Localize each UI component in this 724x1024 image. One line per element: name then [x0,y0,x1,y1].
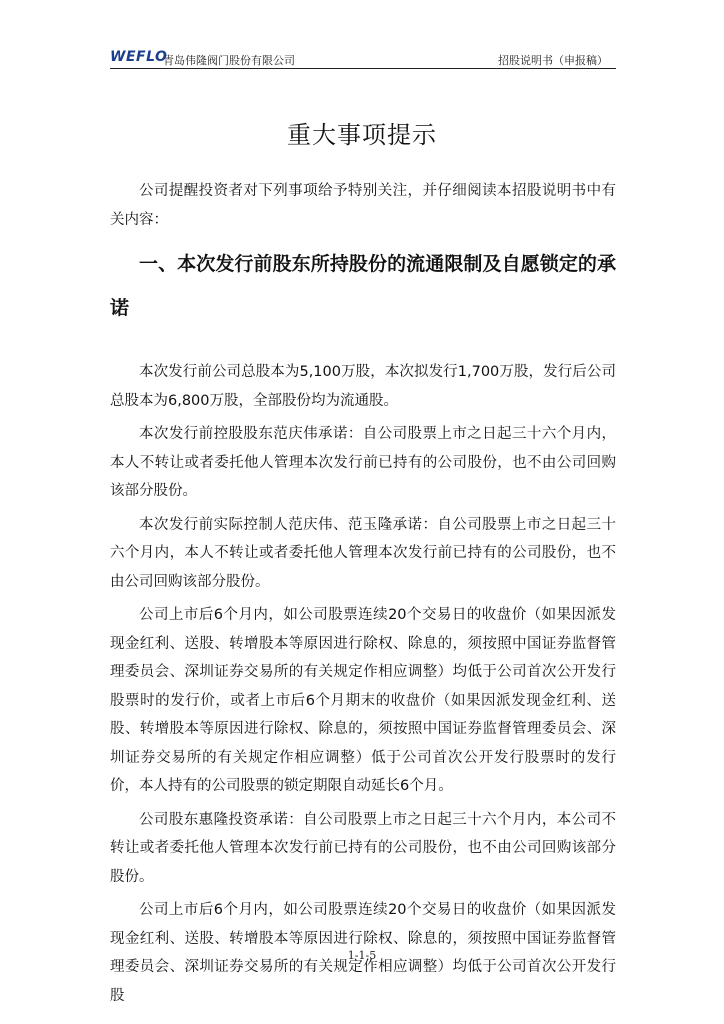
body-paragraph: 本次发行前实际控制人范庆伟、范玉隆承诺：自公司股票上市之日起三十六个月内，本人不转让或者委托他人管理本次发行前已持有的公司股份，也不由公司回购该部分股份。 [110,516,616,590]
body-paragraph: 公司上市后6个月内，如公司股票连续20个交易日的收盘价（如果因派发现金红利、送股、转增股本等原因进行除权、除息的，须按照中国证券监督管理委员会、深圳证券交易所的有关规定作相应调整）均低于公司首次公开发行股票时的发行价，或者上市后6个月期末的收盘价（如果因派发现金红利、送股、转增股本等原因进行除权、除息的，须按照中国证券监督管理委员会、深圳证券交易所的有关规定作相应调整）低于公司首次公开发行股票时的发行价，本人持有的公司股票的锁定期限自动延长6个月。 [110,607,616,794]
body-paragraph: 本次发行前公司总股本为5,100万股，本次拟发行1,700万股，发行后公司总股本为6,800万股，全部股份均为流通股。 [110,364,616,409]
body-paragraph: 公司上市后6个月内，如公司股票连续20个交易日的收盘价（如果因派发现金红利、送股、转增股本等原因进行除权、除息的，须按照中国证券监督管理委员会、深圳证券交易所的有关规定作相应调整）均低于公司首次公开发行股 [110,902,616,1004]
intro-paragraph: 公司提醒投资者对下列事项给予特别关注，并仔细阅读本招股说明书中有关内容： [110,183,616,228]
company-name: 青岛伟隆阀门股份有限公司 [163,54,295,67]
body-paragraph: 公司股东惠隆投资承诺：自公司股票上市之日起三十六个月内，本公司不转让或者委托他人管理本次发行前已持有的公司股份，也不由公司回购该部分股份。 [110,811,616,885]
page-title: 重大事项提示 [287,121,437,149]
document-type: 招股说明书（申报稿） [498,54,608,67]
section-heading: 一、本次发行前股东所持股份的流通限制及自愿锁定的承诺 [110,253,616,319]
body-paragraph: 本次发行前控股股东范庆伟承诺：自公司股票上市之日起三十六个月内，本人不转让或者委托他人管理本次发行前已持有的公司股份，也不由公司回购该部分股份。 [110,426,616,499]
document-body [110,177,616,1015]
page-number: 1-1-5 [347,949,377,962]
page-header [110,46,616,69]
company-logo: WEFLO [110,49,168,65]
